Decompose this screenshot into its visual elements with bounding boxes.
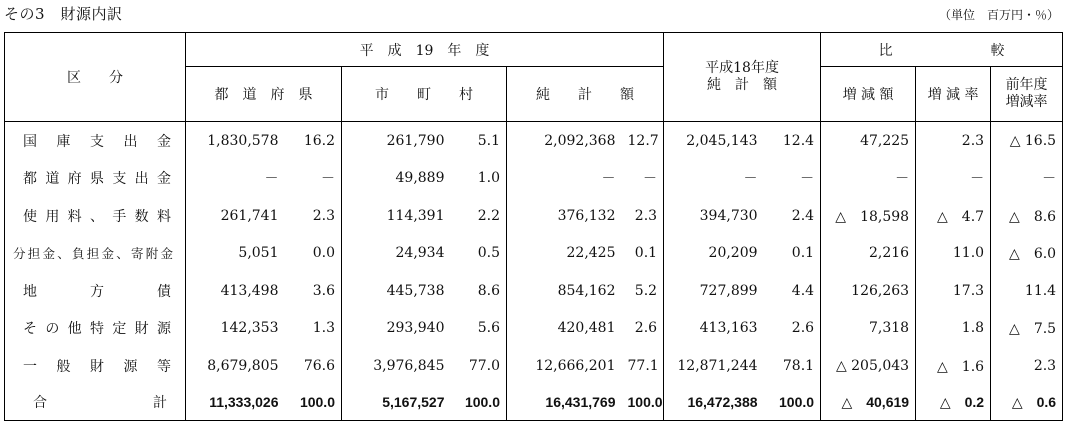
row-label: 都道府県支出金 <box>23 171 171 188</box>
cell-muni: 24,934 <box>342 235 451 273</box>
cell-prev-pct: 4.4 <box>791 282 815 299</box>
cell-pref: 142,353 <box>186 310 285 348</box>
cell-muni-pct: 5.1 <box>477 132 500 149</box>
table-row <box>5 122 1063 160</box>
cell-change: △ 40,619 <box>821 385 916 421</box>
header-prev-rate-line2: 増減率 <box>1005 94 1048 110</box>
cell-rate: 2.3 <box>916 122 991 160</box>
table-row <box>5 272 1063 310</box>
row-label: 一般財源等 <box>23 358 171 375</box>
row-label: 国庫支出金 <box>23 133 171 150</box>
table-row <box>5 235 1063 273</box>
cell-muni-pct: 77.0 <box>468 357 500 374</box>
cell-prev: 20,209 <box>664 235 764 273</box>
cell-prev-rate: 11.4 <box>991 272 1063 310</box>
cell-prev: 16,472,388 <box>664 385 764 421</box>
cell-prev-rate: △ 16.5 <box>991 122 1063 160</box>
cell-prev: 394,730 <box>664 197 764 235</box>
row-label: 分担金、負担金、寄附金 <box>13 246 173 262</box>
row-label-total: 合 計 <box>33 395 167 411</box>
cell-muni: 5,167,527 <box>342 385 451 421</box>
cell-net-pct: 5.2 <box>634 282 658 299</box>
cell-pref-pct: － <box>321 171 335 188</box>
cell-rate: 1.8 <box>916 310 991 348</box>
cell-prev-pct: 2.6 <box>791 320 815 337</box>
cell-muni-pct: 0.5 <box>477 245 500 262</box>
cell-net: － <box>507 160 622 198</box>
cell-prev-pct: 2.4 <box>791 207 815 224</box>
cell-pref-pct: 100.0 <box>299 394 335 410</box>
cell-net-pct: 0.1 <box>634 245 658 262</box>
row-label: その他特定財源 <box>23 321 171 338</box>
cell-muni-pct: 100.0 <box>464 394 500 410</box>
table-row <box>5 347 1063 385</box>
cell-prev-rate: △ 0.6 <box>991 385 1063 421</box>
header-prev-rate <box>991 67 1063 122</box>
cell-rate: 17.3 <box>916 272 991 310</box>
cell-net: 854,162 <box>507 272 622 310</box>
cell-pref: 8,679,805 <box>186 347 285 385</box>
cell-muni-pct: 8.6 <box>477 282 500 299</box>
cell-pref-pct: 3.6 <box>312 282 335 299</box>
cell-net-pct: 100.0 <box>627 394 663 410</box>
cell-rate: △ 1.6 <box>916 347 991 385</box>
cell-net: 22,425 <box>507 235 622 273</box>
cell-pref-pct: 2.3 <box>312 207 335 224</box>
cell-net-pct: 12.7 <box>627 132 659 149</box>
cell-pref-pct: 1.3 <box>312 320 335 337</box>
cell-prev: 12,871,244 <box>664 347 764 385</box>
header-net-total: 純 計 額 <box>507 67 664 122</box>
cell-change: 2,216 <box>821 235 916 273</box>
cell-pref: － <box>186 160 285 198</box>
cell-net: 376,132 <box>507 197 622 235</box>
cell-rate: △ 4.7 <box>916 197 991 235</box>
cell-change: 7,318 <box>821 310 916 348</box>
cell-net-pct: 77.1 <box>627 357 659 374</box>
cell-muni-pct: 2.2 <box>477 207 500 224</box>
cell-pref: 5,051 <box>186 235 285 273</box>
cell-prev-pct: 78.1 <box>782 357 815 374</box>
cell-muni: 3,976,845 <box>342 347 451 385</box>
cell-muni-pct: 5.6 <box>477 320 500 337</box>
cell-prev-pct: 100.0 <box>779 394 815 410</box>
cell-pref-pct: 76.6 <box>303 357 335 374</box>
cell-rate: △ 0.2 <box>916 385 991 421</box>
cell-muni: 293,940 <box>342 310 451 348</box>
page-title: その3 財源内訳 <box>4 5 123 23</box>
cell-prev: 413,163 <box>664 310 764 348</box>
cell-net: 12,666,201 <box>507 347 622 385</box>
cell-muni: 114,391 <box>342 197 451 235</box>
cell-net: 420,481 <box>507 310 622 348</box>
cell-prev-pct: － <box>800 171 815 188</box>
unit-note: （単位 百万円・％） <box>938 8 1059 22</box>
cell-rate: － <box>916 160 991 198</box>
cell-prev-rate: △ 8.6 <box>991 197 1063 235</box>
cell-net: 2,092,368 <box>507 122 622 160</box>
cell-change: △ 18,598 <box>821 197 916 235</box>
header-fy18-line1: 平成18年度 <box>705 60 779 76</box>
header-change-amount: 増 減 額 <box>821 67 916 122</box>
cell-pref: 413,498 <box>186 272 285 310</box>
header-comparison: 比 較 <box>821 33 1063 67</box>
cell-pref: 1,830,578 <box>186 122 285 160</box>
header-prev-rate-line1: 前年度 <box>1005 77 1048 93</box>
cell-prev-rate: － <box>991 160 1063 198</box>
cell-net-pct: 2.3 <box>634 207 658 224</box>
cell-net-pct: － <box>643 171 658 188</box>
cell-muni: 49,889 <box>342 160 451 198</box>
cell-prev-rate: 2.3 <box>991 347 1063 385</box>
cell-prev-rate: △ 6.0 <box>991 235 1063 273</box>
cell-muni-pct: 1.0 <box>477 170 500 187</box>
cell-prev-pct: 12.4 <box>782 132 815 149</box>
cell-change: － <box>821 160 916 198</box>
header-prefecture: 都 道 府 県 <box>186 67 342 122</box>
cell-change: △ 205,043 <box>821 347 916 385</box>
cell-prev-pct: 0.1 <box>791 245 815 262</box>
cell-pref: 11,333,026 <box>186 385 285 421</box>
financial-breakdown-table <box>4 32 1063 421</box>
cell-net-pct: 2.6 <box>634 320 658 337</box>
cell-muni: 445,738 <box>342 272 451 310</box>
cell-muni: 261,790 <box>342 122 451 160</box>
cell-pref-pct: 16.2 <box>303 132 335 149</box>
header-category: 区 分 <box>5 33 186 122</box>
table-row <box>5 197 1063 235</box>
cell-net: 16,431,769 <box>507 385 622 421</box>
cell-prev: 2,045,143 <box>664 122 764 160</box>
row-label: 地 方 債 <box>23 283 171 300</box>
table-row <box>5 160 1063 198</box>
header-fy18-line2: 純 計 額 <box>707 77 778 93</box>
cell-change: 47,225 <box>821 122 916 160</box>
header-change-rate: 増 減 率 <box>916 67 991 122</box>
cell-pref-pct: 0.0 <box>312 245 335 262</box>
header-municipal: 市 町 村 <box>342 67 507 122</box>
row-label: 使用料、手数料 <box>23 208 171 225</box>
cell-rate: 11.0 <box>916 235 991 273</box>
header-fy19: 平 成 19 年 度 <box>186 33 664 67</box>
cell-change: 126,263 <box>821 272 916 310</box>
total-row <box>5 385 1063 421</box>
cell-prev: 727,899 <box>664 272 764 310</box>
cell-pref: 261,741 <box>186 197 285 235</box>
cell-prev-rate: △ 7.5 <box>991 310 1063 348</box>
table-row <box>5 310 1063 348</box>
cell-prev: － <box>664 160 764 198</box>
header-fy18 <box>664 33 821 122</box>
